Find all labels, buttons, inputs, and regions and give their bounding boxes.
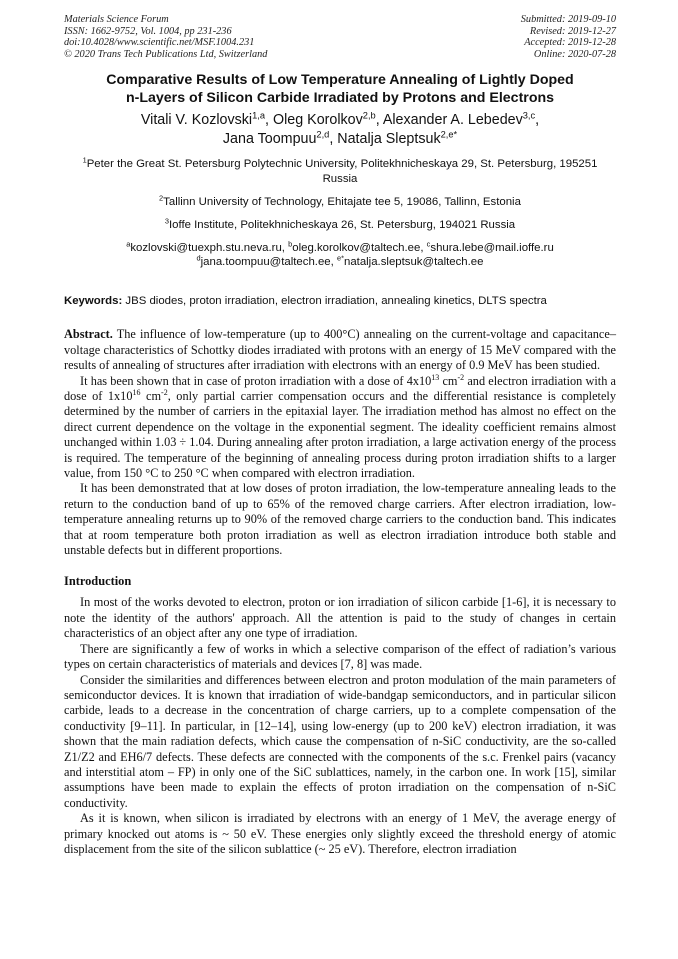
affiliation-text: Tallinn University of Technology, Ehitajate tee 5, 19086, Tallinn, Estonia bbox=[163, 196, 521, 209]
author-sep: , bbox=[329, 130, 338, 147]
author-name: Alexander A. Lebedev bbox=[382, 112, 523, 129]
intro-paragraph: There are significantly a few of works in which a selective comparison of the effect of radiation’s various types on certain characteristics of materials and devices [7, 8] was made. bbox=[64, 641, 616, 672]
author-name: Jana Toompuu bbox=[222, 130, 317, 147]
exponent: -2 bbox=[161, 388, 168, 398]
abstract-text: The influence of low-temperature (up to 400°C) annealing on the current-voltage and capacitance–voltage characteristics of Schottky diodes irradiated with protons with an energy of 15 MeV compared with the results of annealing of structures after irradiation with electrons with an energy of 0.9 MeV has been studied. bbox=[64, 327, 616, 373]
journal-info bbox=[64, 14, 267, 60]
affiliation-2 bbox=[64, 195, 616, 210]
email-sup: b bbox=[288, 239, 293, 249]
author-sep: , bbox=[535, 112, 540, 129]
author-sup: 2,b bbox=[362, 110, 376, 121]
date-online: Online: 2020-07-28 bbox=[533, 48, 616, 60]
abstract-paragraph bbox=[64, 327, 616, 373]
abstract-text: , only partial carrier compensation occurs and the differential resistance is completely determined by the number of carriers in the epitaxial layer. The irradiation method has almost no effect on the direct current dependence on the voltage in the exponential segment. The ideality coefficient remains almost unchanged within 1.03 ÷ 1.04. During annealing after proton irradiation, a large activation energy of the process is required. The temperature of the beginning of annealing process during proton irradiation shifts to a larger value, from 150 °C to 250 °C when compared with electron irradiation. bbox=[64, 389, 616, 481]
author-name: Vitali V. Kozlovski bbox=[140, 112, 253, 129]
affiliation-3 bbox=[64, 218, 616, 233]
author-name: Natalja Sleptsuk bbox=[337, 130, 441, 147]
journal-copyright: © 2020 Trans Tech Publications Ltd, Switzerland bbox=[64, 48, 268, 60]
email-link[interactable]: natalja.sleptsuk@taltech.ee bbox=[343, 256, 484, 269]
affiliation-text: Ioffe Institute, Politekhnicheskaya 26, St. Petersburg, 194021 Russia bbox=[168, 219, 516, 232]
author-name: Oleg Korolkov bbox=[272, 112, 363, 129]
abstract-paragraph bbox=[64, 374, 616, 482]
affiliation-sup: 1 bbox=[82, 155, 87, 165]
journal-header bbox=[64, 14, 616, 60]
email-link[interactable]: kozlovski@tuexph.stu.neva.ru, bbox=[130, 242, 289, 255]
date-submitted: Submitted: 2019-09-10 bbox=[520, 14, 616, 25]
author-emails bbox=[64, 241, 616, 269]
abstract-text: cm bbox=[439, 373, 458, 388]
date-revised: Revised: 2019-12-27 bbox=[529, 25, 616, 37]
affiliation-sup: 2 bbox=[159, 193, 164, 203]
submission-dates bbox=[521, 14, 616, 60]
author-sup: 3,c bbox=[522, 110, 536, 121]
journal-doi[interactable]: doi:10.4028/www.scientific.net/MSF.1004.231 bbox=[64, 37, 255, 49]
author bbox=[337, 131, 457, 147]
paper-page bbox=[64, 14, 616, 857]
author-sup: 2,d bbox=[316, 129, 330, 140]
author bbox=[383, 112, 539, 128]
email-sup: d bbox=[196, 253, 201, 263]
author bbox=[273, 112, 383, 128]
email-link[interactable]: shura.lebe@mail.ioffe.ru bbox=[430, 242, 554, 255]
affiliation-sup: 3 bbox=[164, 216, 169, 226]
abstract-text: and electron irradiation with a dose of 1x10 bbox=[64, 373, 616, 403]
author-row bbox=[64, 111, 616, 130]
abstract-paragraph: It has been demonstrated that at low doses of proton irradiation, the low-temperature annealing leads to the return to the conduction band of up to 65% of the removed charge carriers. After electron irradiation, low-temperature annealing returns up to 90% of the removed charge carriers to the conduction band. This indicates that at room temperature both proton irradiation as well as electron irradiation introduce both stable and unstable defects but in different proportions. bbox=[64, 481, 616, 558]
email-link[interactable]: oleg.korolkov@taltech.ee, bbox=[292, 242, 427, 255]
affiliation-1 bbox=[64, 157, 616, 187]
title-line-2: n-Layers of Silicon Carbide Irradiated by Protons and Electrons bbox=[125, 90, 555, 107]
affiliation-text: Peter the Great St. Petersburg Polytechnic University, Politekhnicheskaya 29, St. Petersburg, 195251 Russia bbox=[86, 158, 598, 186]
email-link[interactable]: jana.toompuu@taltech.ee, bbox=[200, 256, 337, 269]
author-sep: , bbox=[375, 112, 383, 129]
email-sup: c bbox=[426, 239, 431, 249]
intro-paragraph: In most of the works devoted to electron, proton or ion irradiation of silicon carbide [1-6], it is necessary to note the identity of the authors' approach. All the attention is paid to the study of changes in certain characteristics of an object after any one type of irradiation. bbox=[64, 595, 616, 641]
exponent: -2 bbox=[457, 372, 465, 382]
keywords-text: JBS diodes, proton irradiation, electron irradiation, annealing kinetics, DLTS spectra bbox=[122, 295, 547, 308]
title-line-1: Comparative Results of Low Temperature Annealing of Lightly Doped bbox=[106, 72, 574, 89]
author-row bbox=[64, 130, 616, 149]
email-sup: e* bbox=[336, 253, 344, 263]
author-sup: 2,e* bbox=[440, 129, 458, 140]
intro-paragraph: Consider the similarities and differences between electron and proton modulation of the main parameters of semiconductor devices. It is known that irradiation of wide-bandgap semiconductors, and in particular silicon carbide, leads to a decrease in the concentration of charge carriers, up to a complete compensation of the conductivity [9–11]. In particular, in [12–14], using low-energy (up to 200 keV) electron irradiation, it was shown that the main radiation defects, which cause the compensation of n-SiC conductivity, are the so-called Z1/Z2 and EH6/7 defects. These defects are connected with the components of the s.c. Frenkel pairs (vacancy and interstitial atom – FP) in only one of the SiC sublattices, namely, in the carbon one. In work [15], similar assumptions have been made to explain the effects of proton irradiation on the compensation of n-SiC conductivity. bbox=[64, 672, 616, 810]
keywords-label: Keywords: bbox=[64, 295, 123, 308]
author bbox=[223, 131, 337, 147]
exponent: 16 bbox=[132, 388, 141, 398]
keywords bbox=[64, 294, 616, 308]
author-sep: , bbox=[265, 112, 273, 129]
abstract-text: It has been shown that in case of proton irradiation with a dose of 4x10 bbox=[80, 373, 432, 388]
journal-issn: ISSN: 1662-9752, Vol. 1004, pp 231-236 bbox=[64, 25, 232, 37]
email-row bbox=[64, 255, 616, 269]
abstract bbox=[64, 327, 616, 558]
intro-paragraph: As it is known, when silicon is irradiated by electrons with an energy of 1 MeV, the average energy of primary knocked out atoms is ~ 50 eV. These energies only slightly exceed the threshold energy of atomic displacement from the site of the silicon sublattice (~ 25 eV). Therefore, electron irradiation bbox=[64, 811, 616, 856]
date-accepted: Accepted: 2019-12-28 bbox=[524, 37, 616, 49]
abstract-text: cm bbox=[140, 389, 162, 403]
abstract-label: Abstract. bbox=[64, 327, 113, 342]
author-list bbox=[64, 111, 616, 148]
email-sup: a bbox=[126, 239, 131, 249]
author-sup: 1,a bbox=[252, 110, 266, 121]
section-heading-introduction: Introduction bbox=[64, 574, 132, 589]
paper-title bbox=[64, 71, 616, 107]
journal-name: Materials Science Forum bbox=[64, 14, 169, 25]
exponent: 13 bbox=[431, 372, 440, 382]
author bbox=[141, 112, 273, 128]
